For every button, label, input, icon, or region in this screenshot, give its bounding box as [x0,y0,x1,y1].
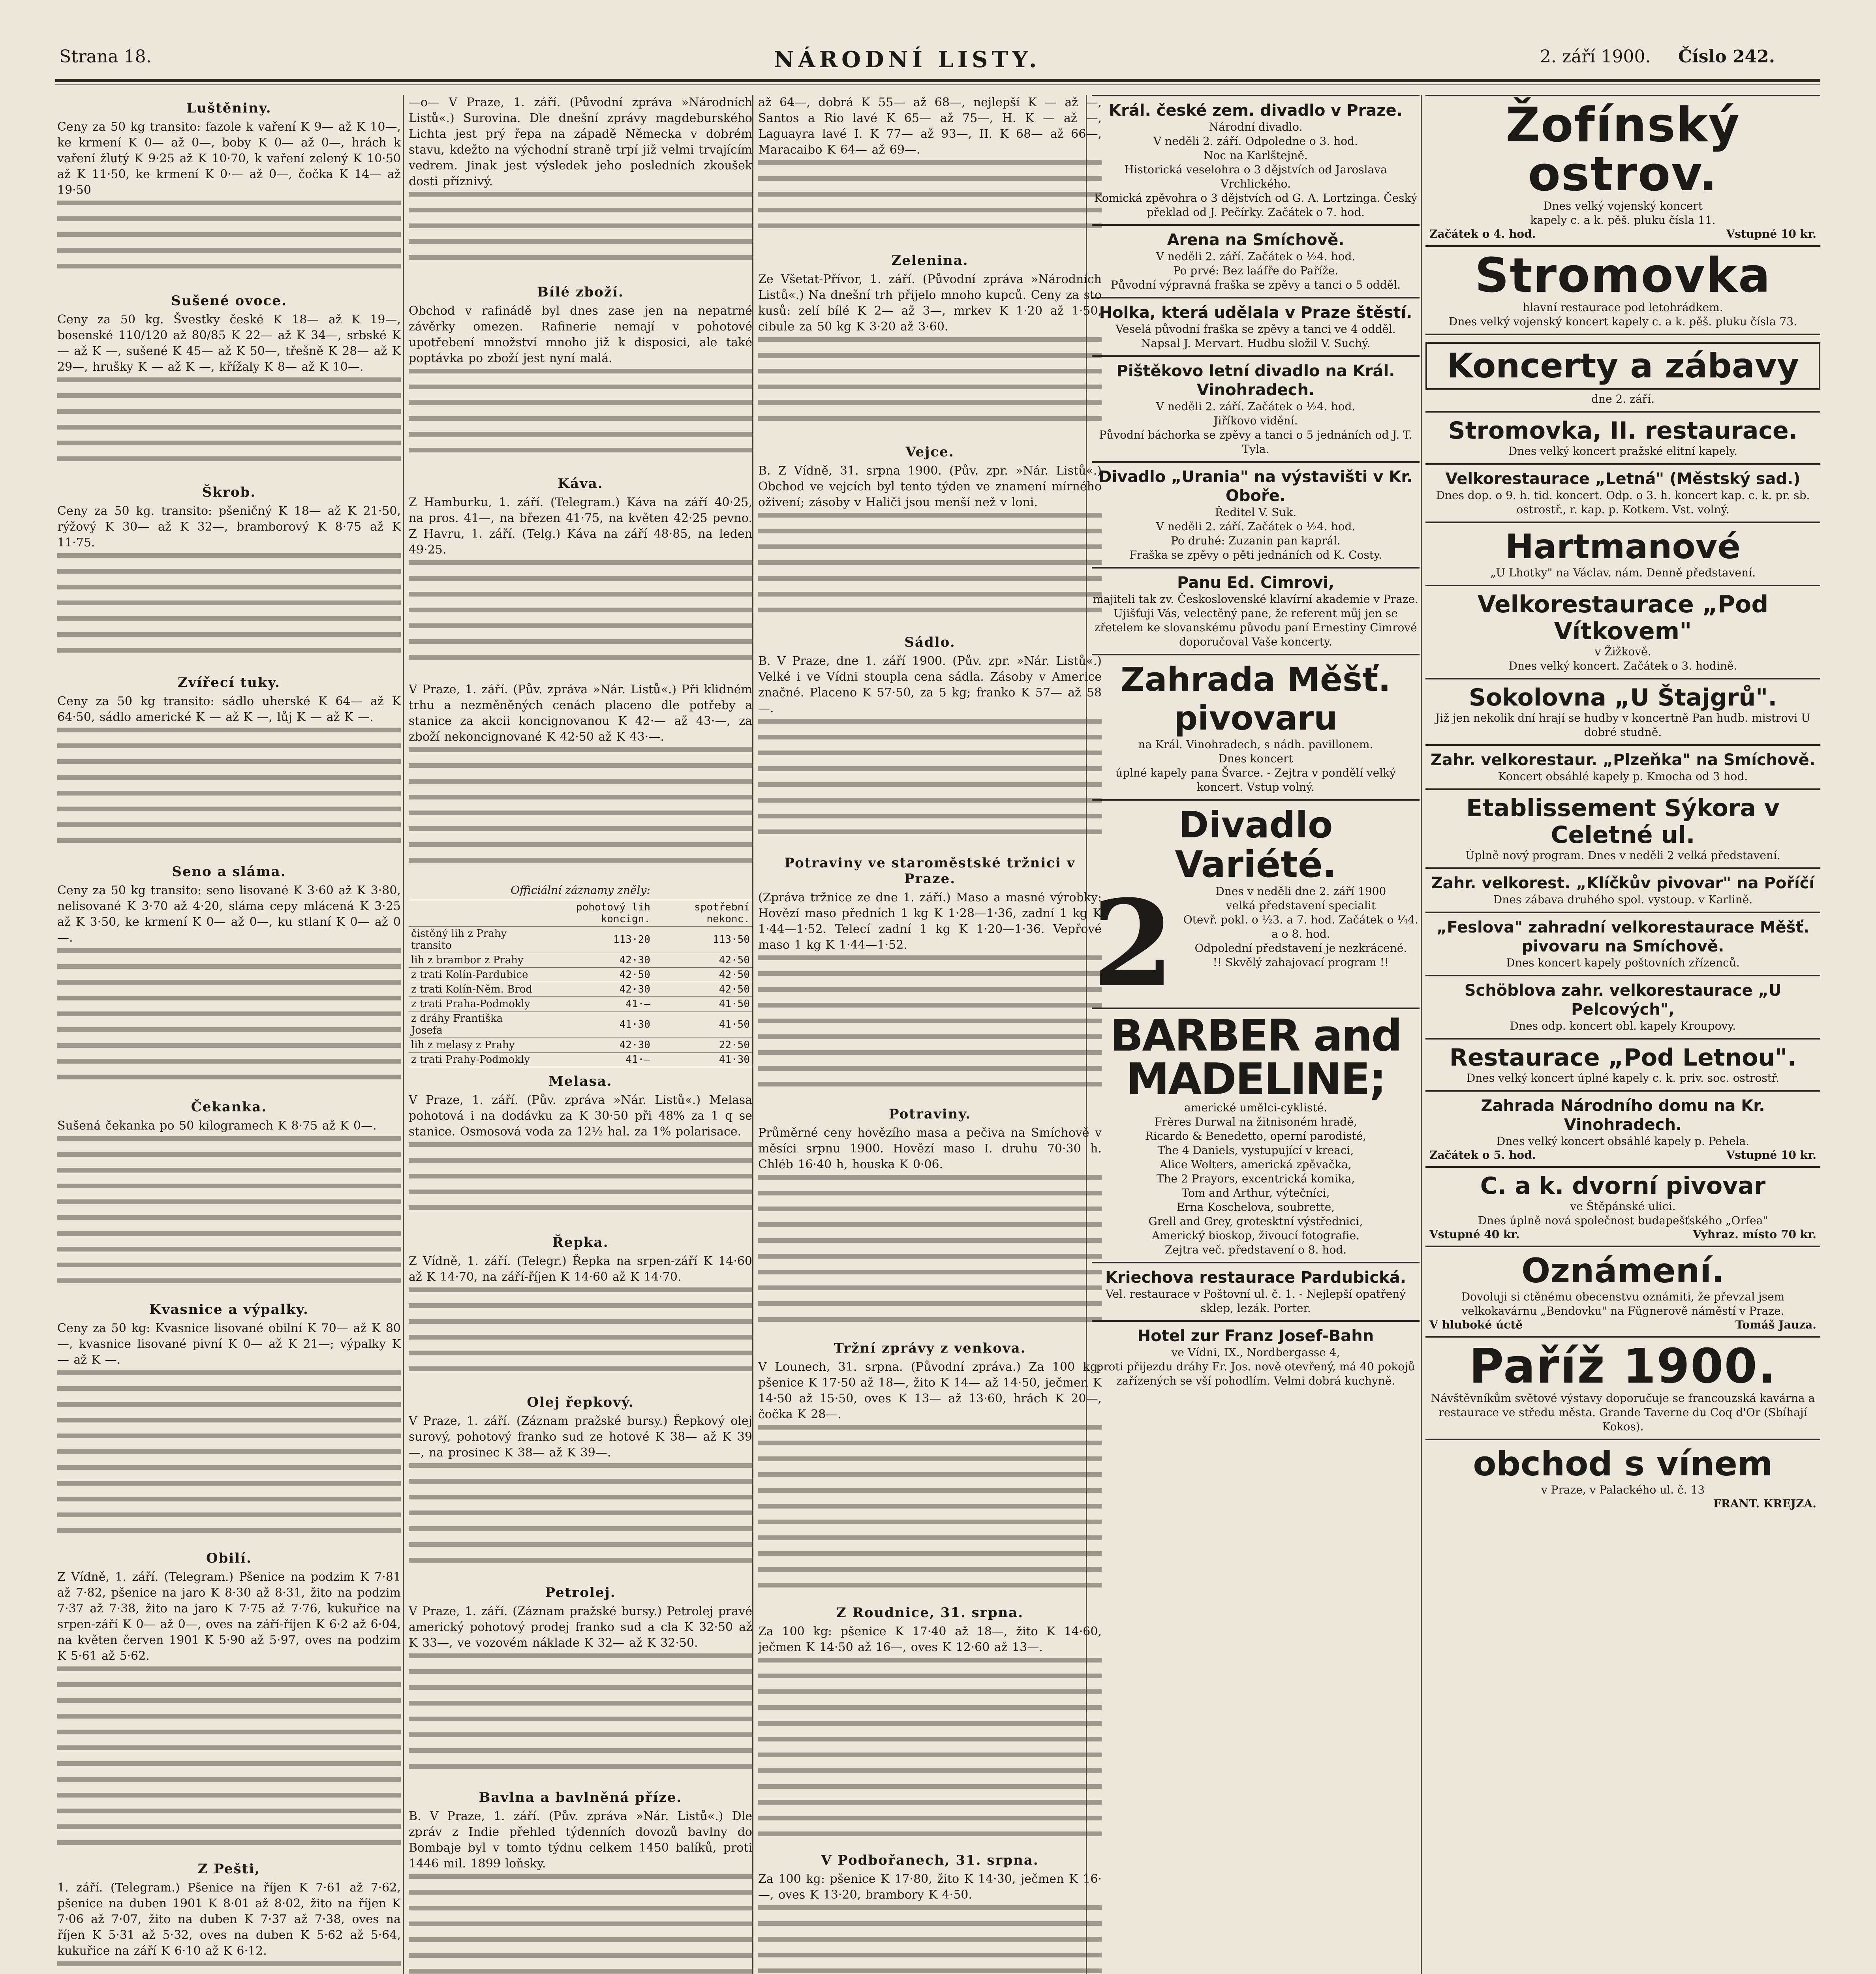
table-cell: z dráhy Františka Josefa [409,1011,535,1038]
article-heading: Seno a sláma. [172,864,286,880]
article-heading: Potraviny. [888,1106,971,1122]
advertisement [1092,1262,1420,1320]
ad-title: obchod s vínem [1473,1444,1773,1484]
table-cell: 22·50 [653,1038,752,1053]
advertisement [1425,522,1820,585]
ad-footer [1425,1497,1820,1510]
table-cell: 42·50 [535,968,652,982]
article-heading: Luštěniny. [186,100,272,116]
advertisement [1425,912,1820,975]
article [758,1340,1102,1591]
masthead-rule [55,79,1820,82]
article [758,1605,1102,1839]
table-cell: lih z melasy z Prahy [409,1038,535,1053]
article-heading: Z Pešti, [197,1861,261,1877]
ad-line: V neděli 2. září. Začátek o ½4. hod. [1156,400,1356,413]
article-text-block [409,1142,752,1221]
article-heading: V Podbořanech, 31. srpna. [821,1852,1039,1868]
article [758,1852,1102,1974]
article-text-block [409,1287,752,1381]
article-text-block [758,1905,1102,1974]
article [57,675,401,850]
table-row [409,968,752,982]
ad-title: Pištěkovo letní divadlo na Král. Vinohradech. [1116,362,1395,399]
ad-title: Paříž 1900. [1469,1339,1777,1394]
article [57,484,401,661]
article [409,284,752,462]
article-body: V Praze, 1. září. (Pův. zpráva »Nár. Listů«.) Při klidném trhu a nezměněných cenách placeno dle potřeby a stanice za akcii koncignovanou K 42·— až 43·—, za zboží nekoncignované K 42·50 až K 43·—. [409,683,752,744]
advertisement [1425,334,1820,411]
ad-title: Holka, která udělala v Praze štěstí. [1099,304,1412,322]
newspaper-title: NÁRODNÍ LISTY. [774,47,1041,73]
ad-line: Komická zpěvohra o 3 dějstvích od G. A. Lortzinga. Český překlad od J. Pečírky. Začátek o 7. hod. [1094,191,1418,219]
ad-line: Odpolední představení je nezkrácené. [1194,942,1407,955]
ad-line: Erna Koschelova, soubrette, [1176,1201,1335,1214]
article-text-block [758,1658,1102,1839]
article-text-block [57,553,401,661]
ad-title: Restaurace „Pod Letnou". [1449,1044,1797,1071]
article [409,1585,752,1776]
ad-line: Jiříkovo vidění. [1213,414,1298,427]
ad-title: Sokolovna „U Štajgrů". [1469,684,1777,711]
article [409,1394,752,1571]
ad-title: Král. české zem. divadlo v Praze. [1109,101,1403,120]
ad-line: Napsal J. Mervart. Hudbu složil V. Suchý. [1141,337,1371,350]
ad-footer-right: Vyhraz. místo 70 kr. [1693,1228,1816,1241]
article-text-block [57,1136,401,1288]
table-cell: 42·50 [653,953,752,968]
ad-line: V neděli 2. září. Začátek o ½4. hod. [1156,250,1356,263]
article-text-block [758,1175,1102,1327]
article-body: Ceny za 50 kg. Švestky české K 18— až K 19—, bosenské 110/120 až 80/85 K 22— až K 34—, srbské K — až K —, sušené K 45— až K 50—, třešně K 28— až K 29—, hrušky K — až K —, křížaly K 8— až K 10—. [57,313,401,374]
table-cell: 113·20 [535,927,652,953]
table-cell: lih z brambor z Prahy [409,953,535,968]
column-entertainment-ads [1425,95,1820,1974]
article-body: V Praze, 1. září. (Pův. zpráva »Nár. Listů«.) Melasa pohotová i na dodávku za K 30·50 při 48% za 1 q se stanice. Osmosová voda za 12½ hal. za 1% polarisace. [409,1093,752,1139]
article [57,1550,401,1848]
ad-body: Dnes velký koncert obsáhlé kapely p. Pehela. [1496,1135,1750,1148]
ad-title: Stromovka [1475,248,1771,303]
advertisement [1092,654,1420,799]
ad-title: Zahrada Národního domu na Kr. Vinohradech. [1481,1097,1765,1134]
column-market-reports-3 [758,95,1102,1974]
ad-title: Koncerty a zábavy [1425,342,1820,390]
article-body: Sušená čekanka po 50 kilogramech K 8·75 až K 0—. [57,1119,377,1133]
ad-line: Veselá původní fraška se zpěvy a tanci ve 4 odděl. [1115,323,1396,336]
article-heading: Obilí. [206,1550,252,1566]
article [758,253,1102,431]
ad-line: Zejtra več. představení o 8. hod. [1164,1243,1347,1256]
article-heading: Čekanka. [191,1099,267,1115]
advertisement [1425,744,1820,788]
advertisement [1425,463,1820,522]
article [758,634,1102,842]
ad-subtitle: v Praze, v Palackého ul. č. 13 [1541,1483,1705,1496]
article-body: Z Vídně, 1. září. (Telegr.) Řepka na srpen-září K 14·60 až K 14·70, na září-říjen K 14·60 až K 14·70. [409,1254,752,1284]
advertisement [1092,224,1420,297]
article [57,100,401,280]
ad-footer-left: Vstupné 40 kr. [1429,1228,1520,1241]
ad-title: Hotel zur Franz Josef-Bahn [1137,1327,1374,1345]
article-body: Průměrné ceny hovězího masa a pečiva na Smíchově v měsíci srpnu 1900. Hovězí maso I. druhu 70·30 h. Chléb 16·40 h, houska K 0·06. [758,1126,1102,1171]
ad-title: Divadlo „Urania" na výstavišti v Kr. Oboře. [1099,468,1413,505]
article-heading: Kvasnice a výpalky. [149,1302,309,1317]
ad-title: Kriechova restaurace Pardubická. [1105,1268,1406,1287]
ad-footer [1425,1148,1820,1162]
ad-line: V neděli 2. září. Začátek o ½4. hod. [1156,520,1356,533]
ad-title: Velkorestaurace „Letná" (Městský sad.) [1445,470,1801,488]
ad-line: na Král. Vinohradech, s nádh. pavillonem. [1138,738,1373,751]
ad-body: Návštěvníkům světové výstavy doporučuje se francouzská kavárna a restaurace ve středu města. Grande Taverne du Coq d'Or (Sbíhají Kokos). [1431,1392,1815,1433]
article-text-block [758,160,1102,239]
ad-subtitle: Dnes velký vojenský koncert [1543,199,1703,212]
article-body: Z Hamburku, 1. září. (Telegram.) Káva na září 40·25, na pros. 41—, na březen 41·75, na květen 42·25 pevno. Z Havru, 1. září. (Telg.) Káva na září 48·85, na leden 49·25. [409,495,752,557]
article-body: B. Z Vídně, 31. srpna 1900. (Pův. zpr. »Nár. Listů«.) Obchod ve vejcích byl tento týden ve znamení mírného oživení; zásoby v Haliči jsou menší než v loni. [758,464,1102,509]
article-heading: Káva. [558,476,603,492]
article-body: (Zpráva tržnice ze dne 1. září.) Maso a masné výrobky: Hovězí maso předních 1 kg K 1·28—1·36, zadní 1 kg K 1·44—1·52. Telecí zadní 1 kg K 1·20—1·36. Vepřové maso 1 kg K 1·44—1·52. [758,891,1102,952]
column-market-reports-2 [409,95,752,1974]
issue-number: Číslo 242. [1678,47,1775,67]
advertisement [1425,678,1820,744]
article-heading: Petrolej. [545,1585,616,1601]
ad-line: Vel. restaurace v Poštovní ul. č. 1. - Nejlepší opatřený sklep, lezák. Porter. [1105,1287,1406,1315]
ad-title: Arena na Smíchově. [1167,231,1345,249]
article [409,1235,752,1381]
article-text-block [409,747,752,870]
article-text-block [758,955,1102,1093]
article-text-block [758,513,1102,621]
advertisement [1425,1246,1820,1336]
ad-subtitle: dne 2. září. [1591,392,1654,405]
column-theatre-ads [1092,95,1420,1974]
advertisement [1425,1090,1820,1166]
advertisement [1425,585,1820,678]
advertisement [1092,799,1420,1013]
column-divider [1421,95,1422,1974]
table-row [409,997,752,1011]
issue-date: 2. září 1900. [1540,47,1651,67]
ad-body: Koncert obsáhlé kapely p. Kmocha od 3 hod. [1498,770,1748,783]
table-cell: 42·30 [535,982,652,997]
ad-line: majiteli tak zv. Československé klavírní akademie v Praze. [1093,593,1419,606]
ad-footer [1425,1318,1820,1331]
advertisement [1425,1439,1820,1515]
ad-line: ve Vídni, IX., Nordbergasse 4, [1171,1346,1340,1359]
article [409,1073,752,1221]
table-header-cell: pohotový lih koncign. [535,900,652,927]
ad-line: americké umělci-cyklisté. [1184,1101,1327,1114]
ad-line: V neděli 2. září. Odpoledne o 3. hod. [1153,135,1358,148]
article [758,1106,1102,1327]
ad-body: Dnes odp. koncert obl. kapely Kroupovy. [1510,1019,1736,1032]
ad-footer [1425,1228,1820,1241]
ad-body: Dnes dop. o 9. h. tid. koncert. Odp. o 3. h. koncert kap. c. k. pr. sb. ostrostř., r. kap. p. Kotkem. Vst. volný. [1436,489,1810,516]
ad-line: Noc na Karlštejně. [1204,149,1308,162]
article-body: Za 100 kg: pšenice K 17·40 až 18—, žito K 14·60, ječmen K 14·50 až 16—, oves K 12·60 až 13—. [758,1625,1102,1654]
ad-footer-right: Vstupné 10 kr. [1726,1148,1816,1162]
ad-title: Žofínský ostrov. [1506,98,1740,202]
ad-title: Oznámení. [1521,1251,1724,1291]
ad-title: Schöblova zahr. velkorestaurace „U Pelcových", [1464,981,1782,1019]
article-body: Ceny za 50 kg transito: sádlo uherské K 64— až K 64·50, sádlo americké K — až K —, lůj K — až K —. [57,694,401,724]
ad-line: Původní výpravná fraška se zpěvy a tanci o 5 odděl. [1110,278,1401,291]
article-body: až 64—, dobrá K 55— až 68—, nejlepší K — až —, Santos a Rio lavé K 65— až 75—, H. K — až —, Laguayra lavé I. K 77— až 93—, II. K 68— až 66—, Maracaibo K 64— až 69—. [758,96,1102,157]
ad-footer [1425,227,1820,240]
ad-footer-right: Vstupné 10 kr. [1726,227,1816,240]
ad-footer-left: Začátek o 4. hod. [1429,227,1536,240]
table-cell: z trati Kolín-Něm. Brod [409,982,535,997]
article-body: Ceny za 50 kg: Kvasnice lisované obilní K 70— až K 80—, kvasnice lisované pivní K 0— až K 21—; výpalky K — až K —. [57,1321,401,1367]
big-numeral-2: 2 [1092,874,1174,1013]
ad-body: Dnes zábava druhého spol. vystoup. v Karlině. [1493,893,1753,906]
article [409,95,752,271]
article-heading: Olej řepkový. [527,1394,634,1410]
article-text-block [758,1425,1102,1591]
ad-title: Velkorestaurace „Pod Vítkovem" [1477,591,1769,645]
article-body: Ze Všetat-Přívor, 1. září. (Původní zpráva »Národních Listů«.) Na dnešní trh přijelo mnoho kupců. Ceny za sto kusů: zelí bílé K 2— až 3—, mrkev K 1·20 až 1·50, cibule za 50 kg K 3·20 až 3·60. [758,272,1102,334]
ad-footer-left: V hluboké úctě [1429,1318,1523,1331]
article-heading: Potraviny ve staroměstské tržnici v Praze. [784,855,1076,887]
advertisement [1092,355,1420,461]
ad-subtitle: v Žižkově. [1594,645,1651,658]
advertisement [1092,1320,1420,1393]
article-heading: Zelenina. [891,253,969,268]
table-row [409,1053,752,1067]
ad-line: Otevř. pokl. o ½3. a 7. hod. Začátek o ¼4. a o 8. hod. [1183,913,1419,940]
table-cell: 42·30 [535,1038,652,1053]
column-divider [752,95,753,1974]
advertisement [1425,411,1820,463]
column-market-reports-1 [57,95,401,1974]
table-cell: z trati Kolín-Pardubice [409,968,535,982]
ad-line: !! Skvělý zahajovací program !! [1213,956,1389,969]
ad-line: Grell and Grey, grotesktní výstřednici, [1148,1215,1363,1228]
table-row [409,1038,752,1053]
article-body: —o— V Praze, 1. září. (Původní zpráva »Národních Listů«.) Surovina. Dle dnešní zprávy magdeburského Lichta jest prý řepa na západě Německa v dobrém stavu, kdežto na východní straně trpí již velmi trvajícím vedrem. Jinak jest výsledek jeho posledních zkoušek dosti příznivý. [409,96,752,188]
article-text-block [409,1653,752,1776]
ad-footer-right: FRANT. KREJZA. [1713,1497,1816,1510]
article-body: V Praze, 1. září. (Záznam pražské bursy.) Řepkový olej surový, pohotový franko sud ze hotové K 38— až K 39—, na prosinec K 38— až K 39—. [409,1414,752,1460]
table-cell: 41·50 [653,1011,752,1038]
table-cell: 41·50 [653,997,752,1011]
table-cell: 41·— [535,1053,652,1067]
advertisement [1425,1336,1820,1439]
article-text-block [57,728,401,850]
advertisement [1092,567,1420,654]
article-body: Ceny za 50 kg. transito: pšeničný K 18— až K 21·50, rýžový K 30— až K 32—, bramborový K 8·75 až K 11·75. [57,504,401,550]
article-body: Obchod v rafinádě byl dnes zase jen na nepatrné závěrky omezen. Rafinerie nemají v pohotové upotřebení množství mnoho již k disposici, ale také poptávka po zboží jest nyní malá. [409,304,752,365]
advertisement [1425,788,1820,867]
table-header-cell: spotřební nekonc. [653,900,752,927]
article [409,476,752,668]
article-text-block [758,337,1102,431]
article-heading: Sádlo. [904,634,956,650]
article-heading: Řepka. [552,1235,609,1250]
ad-line: Dnes v neděli dne 2. září 1900 [1215,885,1386,898]
article [409,682,752,870]
ad-line: velká představení specialit [1226,899,1376,912]
article-text-block [57,948,401,1086]
article-body: V Praze, 1. září. (Záznam pražské bursy.) Petrolej pravé americký pohotový prodej franko sud a cla K 32·50 až K 33—, ve vozovém náklade K 32— až K 32·50. [409,1604,752,1650]
article [57,1302,401,1537]
article [57,293,401,471]
ad-line: Frères Durwal na žitnisoném hradě, [1154,1115,1357,1128]
ad-title: BARBER and MADELINE; [1110,1010,1401,1104]
page-number: Strana 18. [59,47,152,67]
article [758,95,1102,239]
article [57,864,401,1086]
ad-line: Původní báchorka se zpěvy a tanci o 5 jednáních od J. T. Tyla. [1099,428,1412,456]
table-row [409,1011,752,1038]
advertisement [1092,95,1420,224]
ad-subtitle: hlavní restaurace pod letohrádkem. [1523,301,1723,314]
article-text-block [758,719,1102,842]
ad-title: Zahr. velkorest. „Klíčkův pivovar" na Poříčí [1431,874,1815,892]
ad-footer-right: Tomáš Jauza. [1735,1318,1816,1331]
article-heading: Z Roudnice, 31. srpna. [836,1605,1024,1621]
ad-line: Fraška se zpěvy o pěti jednáních od K. Costy. [1129,548,1382,561]
ad-line: Národní divadlo. [1209,120,1303,133]
article-body: 1. září. (Telegram.) Pšenice na říjen K 7·61 až 7·62, pšenice na duben 1901 K 8·01 až 8·02, žito na říjen K 7·06 až 7·07, žito na duben K 7·37 až 7·38, oves na říjen K 5·31 až 5·32, oves na duben K 5·62 až 5·64, kukuřice na září K 6·10 až K 6·12. [57,1881,401,1958]
ad-line: proti přijezdu dráhy Fr. Jos. nově otevřený, má 40 pokojů zařízených se vší pohodlím. Velmi dobrá kuchyně. [1096,1360,1415,1387]
ad-body: Dnes velký koncert pražské elitní kapely. [1508,445,1738,458]
article [758,444,1102,621]
ad-subtitle: „U Lhotky" na Václav. nám. Denně představení. [1490,566,1756,579]
ad-body: Dnes velký vojenský koncert kapely c. a k. pěš. pluku čísla 73. [1448,315,1797,328]
table-title: Officiální záznamy zněly: [511,884,650,897]
article-body: Ceny za 50 kg transito: seno lisované K 3·60 až K 3·80, nelisované K 3·70 až 4·20, sláma cepy mlácená K 3·25 až K 3·50, ke krmení K 0— až 0—, ku stlaní K 0— až 0—. [57,884,401,945]
ad-title: C. a k. dvorní pivovar [1480,1172,1766,1200]
ad-line: Ředitel V. Suk. [1215,506,1297,519]
table-cell: 113·50 [653,927,752,953]
ad-line: The 2 Prayors, excentrická komika, [1156,1172,1355,1185]
article-heading: Bavlna a bavlněná příze. [479,1790,682,1805]
article-text-block [409,1874,752,1974]
ad-title: Divadlo Variété. [1175,804,1337,886]
article-text-block [409,369,752,462]
ad-line: Po druhé: Zuzanin pan kaprál. [1171,534,1341,547]
table-cell: 42·50 [653,968,752,982]
article-text-block [57,377,401,471]
article-body: Za 100 kg: pšenice K 17·80, žito K 14·30, ječmen K 16·—, oves K 13·20, brambory K 4·50. [758,1872,1102,1902]
ad-title: Zahr. velkorestaur. „Plzeňka" na Smíchově. [1430,751,1816,769]
ad-line: Ricardo & Benedetto, operní parodisté, [1145,1130,1367,1143]
ad-subtitle: ve Štěpánské ulici. [1570,1200,1676,1213]
table-header-cell [409,900,535,927]
advertisement [1425,867,1820,912]
spirits-price-table [409,900,752,1067]
advertisement [1425,95,1820,245]
table-cell: čistěný lih z Prahy transito [409,927,535,953]
ad-title: Hartmanové [1505,527,1741,567]
article [57,1099,401,1288]
table-cell: 42·50 [653,982,752,997]
table-cell: 42·30 [535,953,652,968]
article-text-block [57,201,401,280]
article-body: Ceny za 50 kg transito: fazole k vaření K 9— až K 10—, ke krmení K 0— až 0—, boby K 0— až 0—, hrách k vaření žlutý K 9·25 až K 10·70, k vaření zelený K 10·50 až K 11·50, ke krmení K 0·— až 0—, čočka K 14— až 19·50 [57,120,401,197]
ad-body: Dnes úplně nová společnost budapešťského „Orfea" [1478,1214,1768,1227]
advertisement [1425,245,1820,334]
ad-footer-left: Začátek o 5. hod. [1429,1148,1536,1162]
ad-line: úplné kapely pana Švarce. - Zejtra v pondělí velký koncert. Vstup volný. [1115,766,1396,794]
article [57,1861,401,1974]
article [409,1790,752,1974]
table-row [409,927,752,953]
ad-title: Etablissement Sýkora v Celetné ul. [1466,794,1780,849]
article-body: B. V Praze, dne 1. září 1900. (Pův. zpr. »Nár. Listů«.) Velké i ve Vídni stoupla cena sádla. Zásoby v Americe značné. Placeno K 57·50, za 5 kg; franko K 57— až 58—. [758,654,1102,715]
advertisement [1425,1166,1820,1246]
table-row [409,953,752,968]
article-heading: Škrob. [202,484,256,500]
ad-title: Stromovka, II. restaurace. [1448,417,1798,445]
article-text-block [57,1370,401,1537]
article-heading: Bílé zboží. [537,284,624,300]
article-text-block [409,1463,752,1571]
article-heading: Vejce. [905,444,954,460]
table-cell: z trati Prahy-Podmokly [409,1053,535,1067]
ad-body: Dnes velký koncert úplné kapely c. k. priv. soc. ostrostř. [1466,1071,1780,1085]
ad-body: kapely c. a k. pěš. pluku čísla 11. [1530,214,1716,227]
table-row [409,982,752,997]
table-cell: 41·30 [535,1011,652,1038]
ad-title: Zahrada Měšť. pivovaru [1120,660,1391,737]
advertisement [1092,297,1420,355]
ad-title: Panu Ed. Cimrovi, [1177,574,1335,592]
table-cell: 41·— [535,997,652,1011]
advertisement [1425,1038,1820,1090]
ad-line: Historická veselohra o 3 dějstvích od Jaroslava Vrchlického. [1124,163,1387,190]
article-heading: Zvířecí tuky. [177,675,281,691]
ad-body: Dnes velký koncert. Začátek o 3. hodině. [1508,659,1737,672]
ad-line: Alice Wolters, americká zpěvačka, [1160,1158,1352,1171]
article-body: V Lounech, 31. srpna. (Původní zpráva.) Za 100 kg: pšenice K 17·50 až 18—, žito K 14— až 14·50, ječmen K 14·50 až 15·50, oves K 13— až 13·60, hrách K 20—, čočka K 28—. [758,1360,1102,1421]
article-heading: Melasa. [548,1073,612,1089]
article-text-block [57,1666,401,1848]
table-cell: 41·30 [653,1053,752,1067]
ad-line: The 4 Daniels, vystupující v kreaci, [1157,1144,1354,1157]
article-heading: Sušené ovoce. [171,293,287,309]
article [758,855,1102,1093]
column-divider [403,95,404,1974]
ad-line: Americký bioskop, živoucí fotografie. [1151,1229,1360,1242]
ad-body: Úplně nový program. Dnes v neděli 2 velká představení. [1465,849,1780,862]
ad-body: Již jen nekolik dní hrají se hudby v koncertně Pan hudb. mistrovi U dobré studně. [1435,711,1810,739]
article-body: B. V Praze, 1. září. (Pův. zpráva »Nár. Listů«.) Dle zpráv z Indie přehled týdenních dovozů bavlny do Bombaje byl v tomto týdnu celkem 1450 balíků, proti 1446 mil. 1899 loňsky. [409,1809,752,1871]
advertisement [1092,1008,1420,1262]
article-heading: Tržní zprávy z venkova. [834,1340,1026,1356]
advertisement [1425,975,1820,1038]
article-body: Z Vídně, 1. září. (Telegram.) Pšenice na podzim K 7·81 až 7·82, pšenice na jaro K 8·30 až 8·31, žito na podzim 7·37 až 7·38, žito na jaro K 7·75 až 7·76, kukuřice na srpen-září K 0— až 0—, oves na září-říjen K 6·2 až 6·04, na květen červen 1901 K 5·90 až 5·97, oves na podzim K 5·61 až 5·62. [57,1570,401,1663]
article-text-block [57,1961,401,1974]
article-text-block [409,192,752,271]
table-cell: z trati Praha-Podmokly [409,997,535,1011]
article-text-block [409,560,752,668]
masthead-rule-thin [55,84,1820,85]
ad-line: Dnes koncert [1218,752,1293,765]
ad-line: Po prvé: Bez laáfře do Paříže. [1173,264,1339,277]
ad-body: Dnes koncert kapely poštovních zřízenců. [1506,956,1740,969]
advertisement [1092,461,1420,567]
ad-title: „Feslova" zahradní velkorestaurace Měšť. pivovaru na Smíchově. [1437,918,1809,955]
ad-line: Ujišťuji Vás, velectěný pane, že referent můj jen se zřetelem ke slovanskému původu paní Ernestiny Cimrové doporučoval Vaše koncerty. [1094,607,1417,648]
ad-line: Tom and Arthur, výtečníci, [1181,1186,1330,1199]
ad-body: Dovoluji si ctěnému obecenstvu oznámiti, že převzal jsem velkokavárnu „Bendovku" na Fügnerově náměstí v Praze. [1461,1290,1785,1317]
